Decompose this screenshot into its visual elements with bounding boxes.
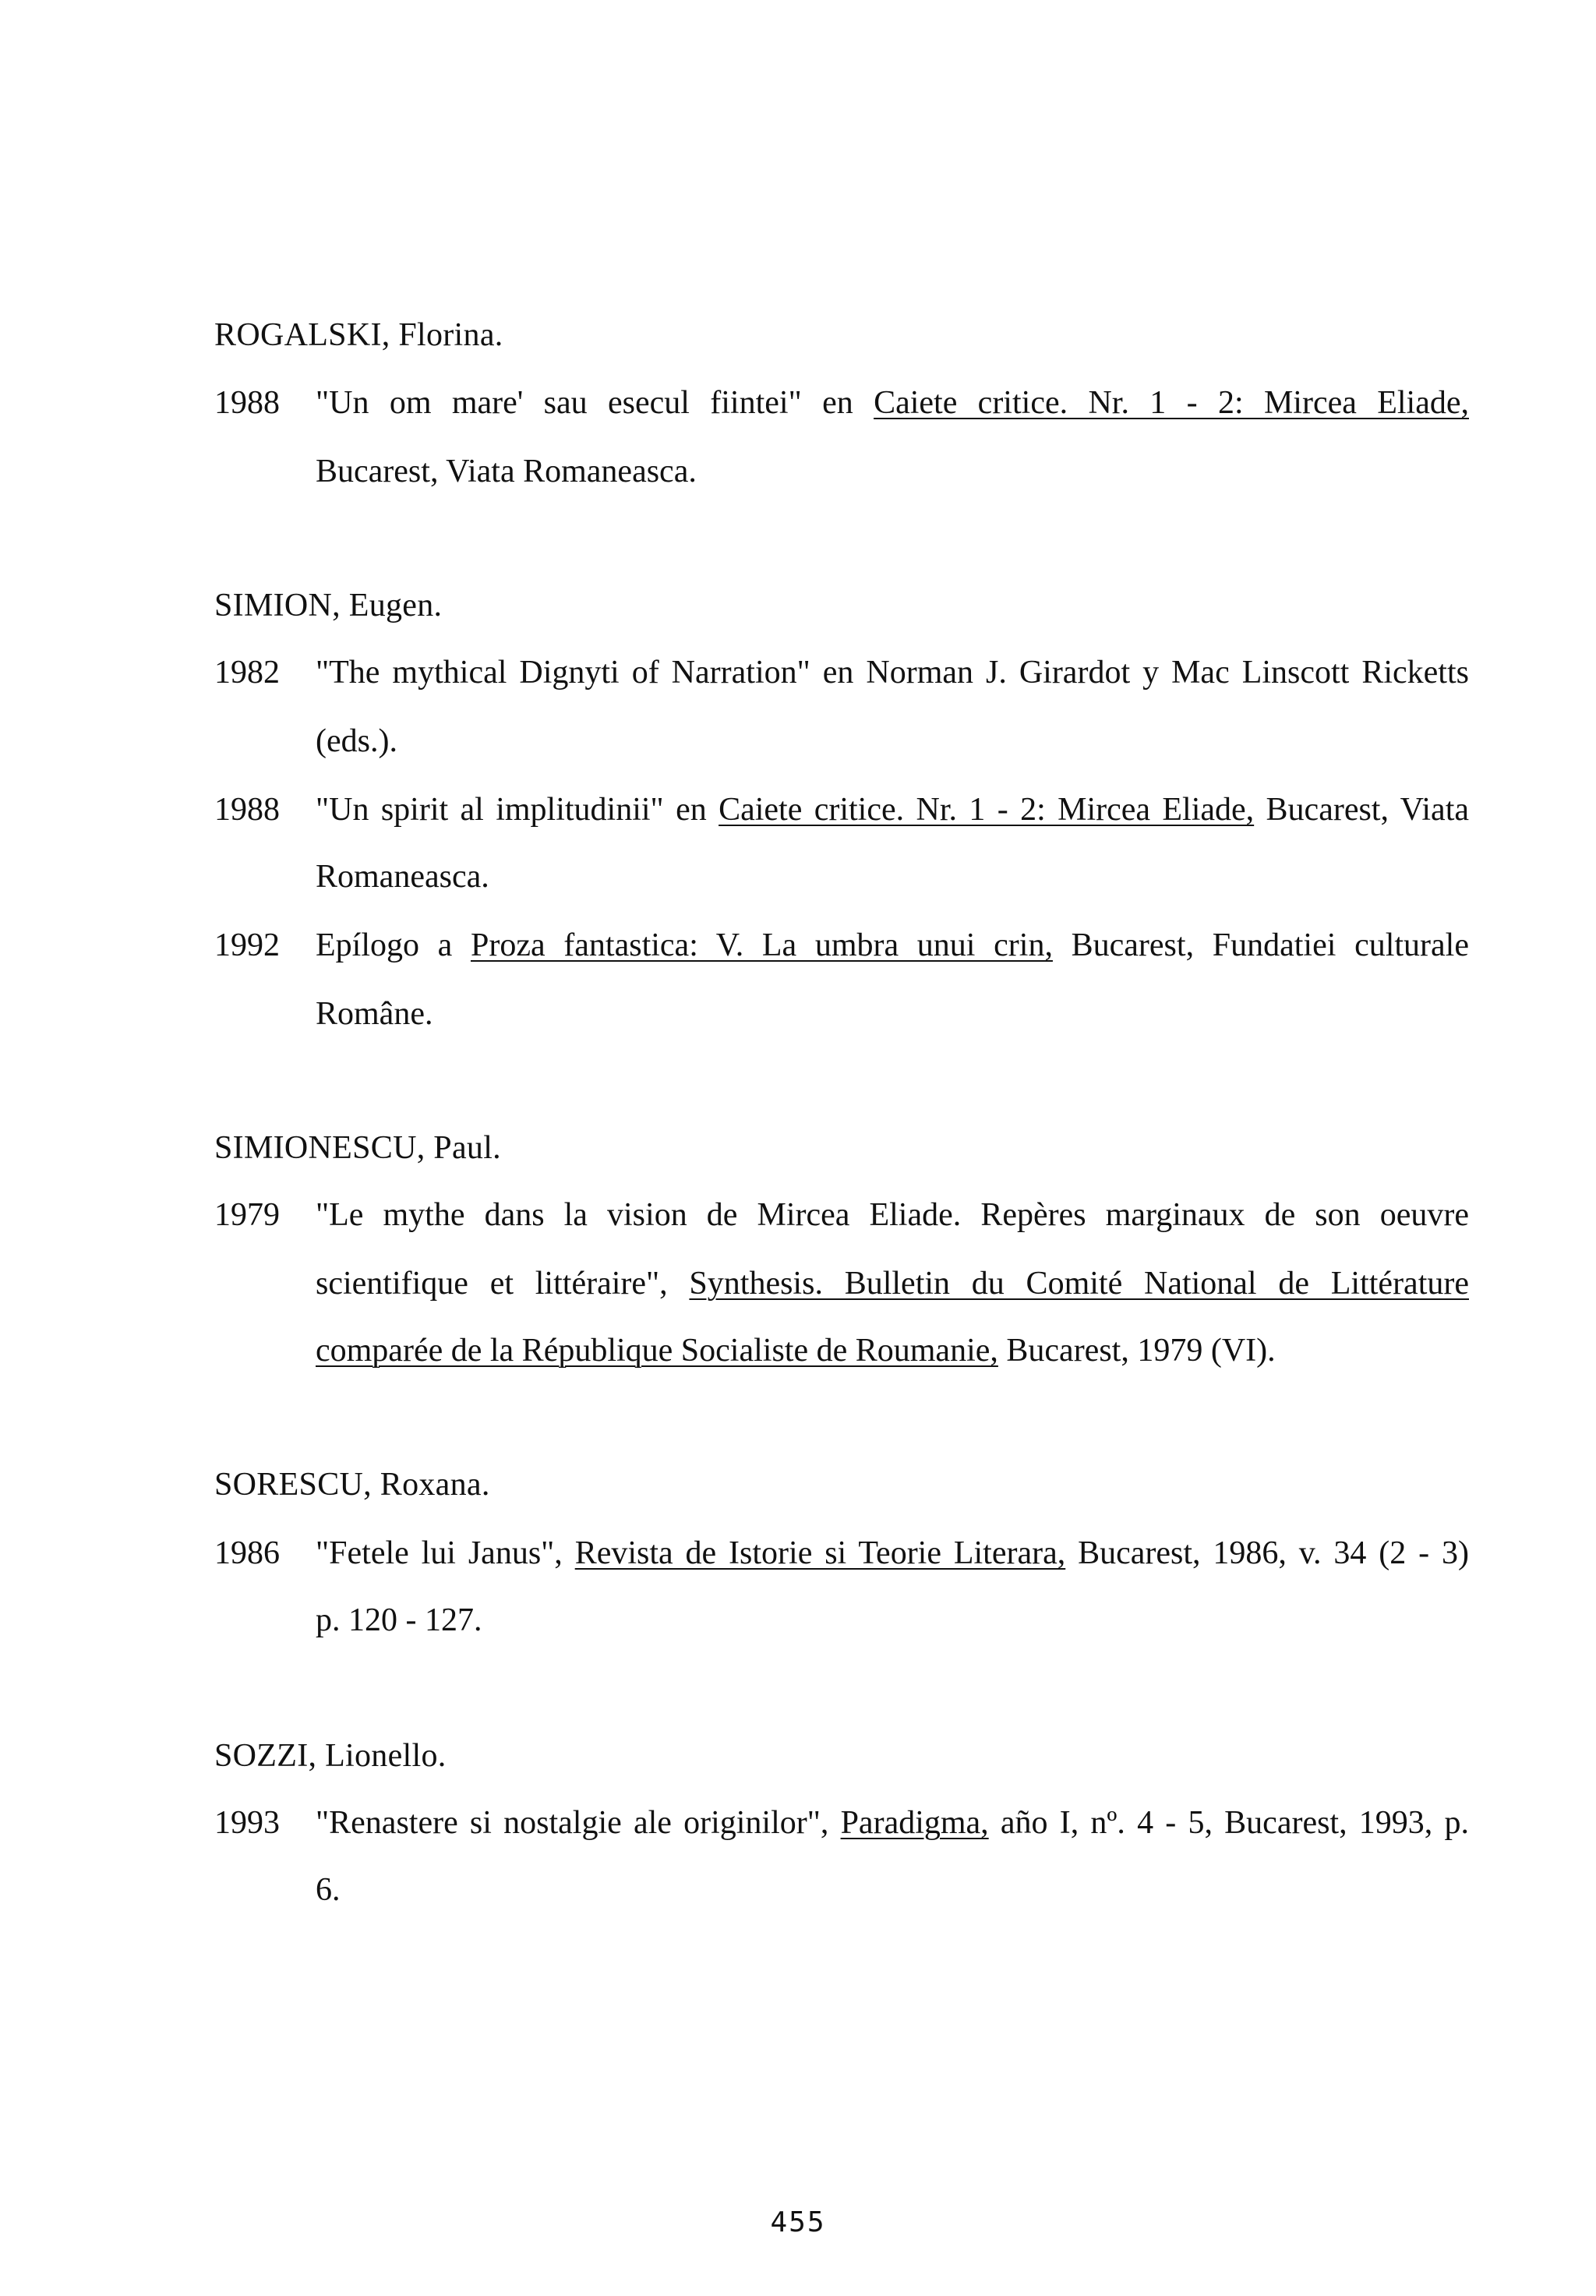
entry-text-line: Bucarest, Viata Romaneasca. [316,454,697,489]
entry-text-line: p. 120 - 127. [316,1602,482,1638]
entry-text: "Un om mare' sau esecul fiintei" en [316,385,874,421]
entry-year: 1988 [214,792,280,828]
entry-text: scientifique et littéraire", [316,1266,690,1302]
entry-year: 1992 [214,927,280,963]
entry-title-underlined: Revista de Istorie si Teorie Literara, [574,1535,1066,1571]
entry-text-line: "The mythical Dignyti of Narration" en Norman J. Girardot y Mac Linscott Ricketts [316,655,1469,691]
entry-text: Bucarest, 1986, v. 34 (2 - 3) [1065,1535,1469,1571]
entry-text-line: (eds.). [316,723,397,759]
entry-text-line: 6. [316,1872,341,1908]
entry-title-underlined: Synthesis. Bulletin du Comité National de Littérature [689,1266,1469,1302]
author-heading: SIMIONESCU, Paul. [214,1130,501,1166]
entry-text-line [316,790,1469,829]
entry-title-underlined: Paradigma, [840,1805,989,1841]
author-heading: SIMION, Eugen. [214,588,443,623]
entry-year: 1988 [214,385,280,421]
entry-title-underlined: Caiete critice. Nr. 1 - 2: Mircea Eliade, [719,792,1255,828]
entry-text: "Fetele lui Janus", [316,1535,575,1571]
entry-text-line: Romaneasca. [316,859,489,895]
entry-text-line [316,1534,1469,1573]
entry-text-line [316,1264,1469,1303]
entry-text-line: Române. [316,996,433,1032]
entry-text: "Renastere si nostalgie ale originilor", [316,1805,841,1841]
entry-text-line [316,926,1469,965]
entry-title-underlined: Proza fantastica: V. La umbra unui crin, [470,927,1053,963]
entry-text-line [316,383,1469,422]
entry-text-line [316,1803,1469,1842]
author-heading: SOZZI, Lionello. [214,1738,447,1774]
entry-text-line [316,1331,1276,1370]
entry-text: "Un spirit al implitudinii" en [316,792,719,828]
entry-text: año I, nº. 4 - 5, Bucarest, 1993, p. [988,1805,1469,1841]
entry-text: Bucarest, Viata [1254,792,1470,828]
entry-text-line: "Le mythe dans la vision de Mircea Eliade. Repères marginaux de son oeuvre [316,1197,1469,1233]
entry-text: Bucarest, 1979 (VI). [998,1333,1276,1369]
entry-text: Epílogo a [316,927,471,963]
entry-title-underlined: Caiete critice. Nr. 1 - 2: Mircea Eliade, [874,385,1469,421]
entry-year: 1982 [214,655,280,691]
entry-year: 1979 [214,1197,280,1233]
author-heading: ROGALSKI, Florina. [214,317,503,353]
author-heading: SORESCU, Roxana. [214,1467,490,1503]
entry-year: 1993 [214,1805,280,1841]
entry-year: 1986 [214,1535,280,1571]
page-number: 455 [770,2206,826,2238]
entry-text: Bucarest, Fundatiei culturale [1052,927,1469,963]
entry-title-underlined: comparée de la République Socialiste de Roumanie, [316,1333,998,1369]
